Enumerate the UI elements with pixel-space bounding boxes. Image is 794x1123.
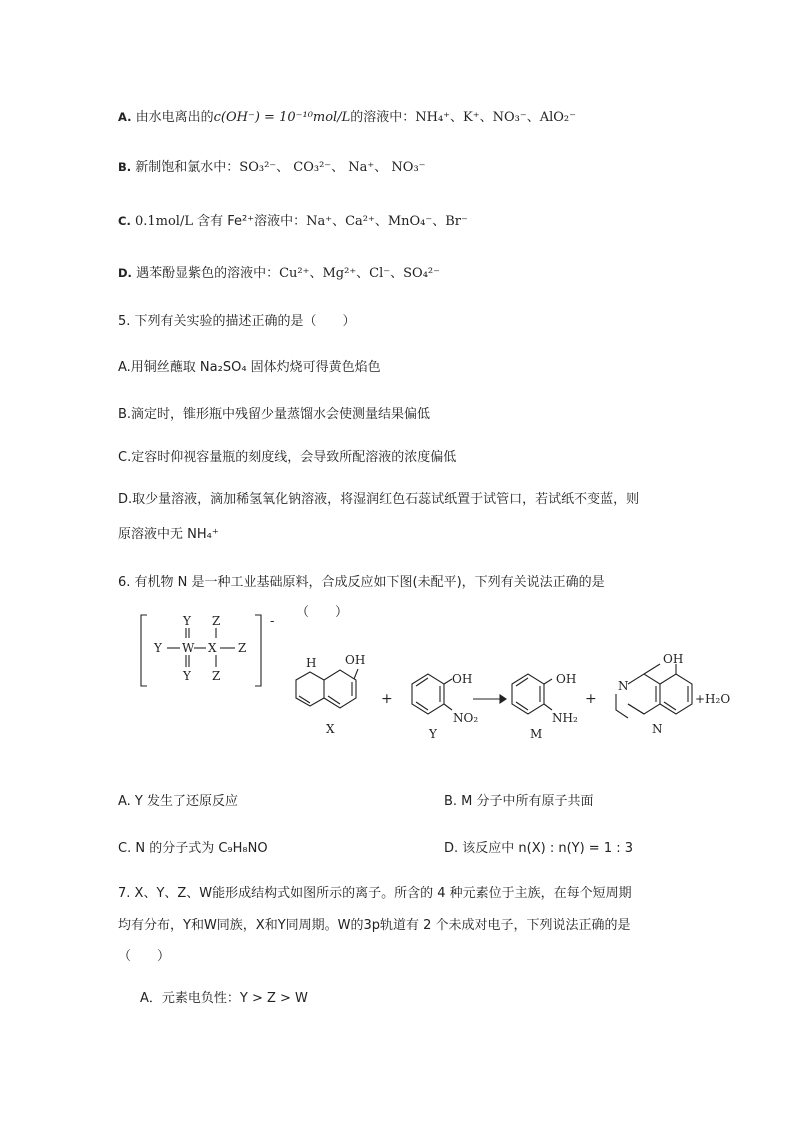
atom-z-bottom: Z — [212, 669, 221, 683]
atom-w: W — [182, 641, 195, 655]
svg-text:Y: Y — [429, 727, 437, 741]
water: +H₂O — [695, 692, 731, 706]
svg-text:OH: OH — [556, 672, 577, 686]
q5-option-d-line2: 原溶液中无 NH₄⁺ — [118, 527, 219, 542]
option-label: A. — [118, 110, 132, 124]
q6-option-c: C. N 的分子式为 C₉H₈NO — [118, 841, 268, 856]
atom-x: X — [208, 641, 217, 655]
option-text: 遇苯酚显紫色的溶液中： — [136, 266, 280, 281]
option-label: D. — [118, 266, 132, 280]
q6-option-a: A. Y 发生了还原反应 — [118, 794, 239, 809]
ion-charge: - — [270, 614, 275, 629]
q7-answer-paren: （ ） — [118, 949, 171, 964]
q7-stem-line1: 7. X、Y、Z、W能形成结构式如图所示的离子。所含的 4 种元素位于主族，在每个短周期 — [118, 886, 632, 901]
concentration: 0.1mol/L — [134, 214, 193, 229]
q6-stem: 6. 有机物 N 是一种工业基础原料，合成反应如下图(未配平)，下列有关说法正确的是 — [118, 575, 605, 590]
option-label: C. — [118, 214, 131, 228]
compound-y — [412, 672, 478, 741]
option-text: 含有 Fe²⁺溶液中： — [197, 214, 307, 229]
atom-z-top: Z — [212, 614, 221, 628]
q6-option-d: D. 该反应中 n(X) : n(Y) = 1 : 3 — [444, 841, 634, 856]
svg-text:X: X — [326, 722, 335, 736]
q7-stem-line2: 均有分布，Y和W同族，X和Y同周期。W的3p轨道有 2 个未成对电子，下列说法正确的是 — [118, 918, 631, 933]
atom-y-top: Y — [183, 614, 191, 628]
q6-option-b: B. M 分子中所有原子共面 — [444, 794, 594, 809]
svg-text:M: M — [530, 727, 543, 741]
q7-option-a: A．元素电负性：Y > Z > W — [140, 991, 308, 1006]
svg-text:N: N — [618, 679, 629, 693]
svg-text:NO₂: NO₂ — [453, 711, 479, 725]
q5-stem: 5. 下列有关实验的描述正确的是（ ） — [118, 314, 356, 329]
svg-text:H: H — [306, 656, 317, 670]
atom-y-left: Y — [154, 641, 162, 655]
svg-text:OH: OH — [452, 672, 473, 686]
arrow-head — [500, 695, 506, 703]
q5-option-a: A.用铜丝蘸取 Na₂SO₄ 固体灼烧可得黄色焰色 — [118, 360, 381, 375]
q5-option-d-line1: D.取少量溶液，滴加稀氢氧化钠溶液，将湿润红色石蕊试纸置于试管口，若试纸不变蓝，则 — [118, 492, 640, 507]
ion-list: Na⁺、Ca²⁺、MnO₄⁻、Br⁻ — [306, 214, 468, 229]
compound-x — [296, 653, 365, 736]
svg-text:OH: OH — [345, 653, 366, 667]
atom-z-right: Z — [238, 641, 247, 655]
ion-list: Cu²⁺、Mg²⁺、Cl⁻、SO₄²⁻ — [279, 266, 440, 281]
ion-list: NH₄⁺、K⁺、NO₃⁻、AlO₂⁻ — [415, 110, 576, 125]
svg-text:N: N — [652, 722, 663, 736]
plus-sign: + — [381, 691, 393, 707]
svg-text:NH₂: NH₂ — [552, 711, 578, 725]
plus-sign: + — [585, 691, 597, 707]
option-label: B. — [118, 160, 132, 174]
q6-answer-paren: （ ） — [296, 605, 349, 620]
ion-list: SO₃²⁻、 CO₃²⁻、 Na⁺、 NO₃⁻ — [239, 160, 426, 175]
option-text: 由水电离出的 — [135, 110, 214, 125]
compound-m — [512, 672, 578, 741]
q5-option-c: C.定容时仰视容量瓶的刻度线，会导致所配溶液的浓度偏低 — [118, 450, 457, 465]
atom-y-bottom: Y — [183, 669, 191, 683]
option-text: 新制饱和氯水中： — [135, 160, 240, 175]
compound-n — [616, 652, 730, 736]
option-text: 的溶液中： — [350, 110, 416, 125]
q5-option-b: B.滴定时，锥形瓶中残留少量蒸馏水会使测量结果偏低 — [118, 407, 431, 422]
svg-text:OH: OH — [663, 652, 684, 666]
formula: c(OH⁻) = 10⁻¹⁰mol/L — [213, 110, 351, 125]
